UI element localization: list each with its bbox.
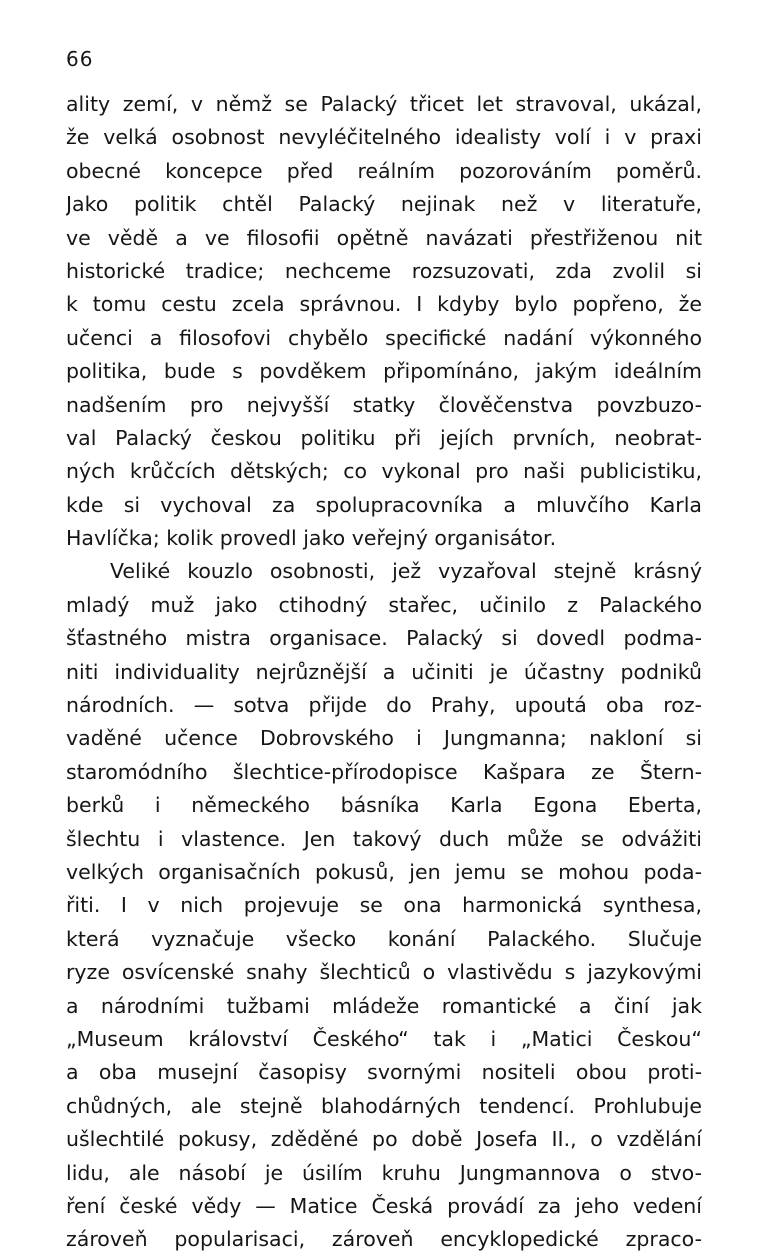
text-line: řiti. I v nich projevuje se ona harmonická synthesa, bbox=[66, 893, 702, 918]
text-line: Jako politik chtěl Palacký nejinak než v literatuře, bbox=[66, 192, 702, 217]
text-line: šťastného mistra organisace. Palacký si dovedl podma- bbox=[66, 626, 702, 651]
text-line: obecné koncepce před reálním pozorováním poměrů. bbox=[66, 158, 702, 183]
text-line: učenci a filosofovi chybělo specifické nadání výkonného bbox=[66, 325, 702, 350]
page-number: 66 bbox=[66, 47, 94, 71]
text-line: lidu, ale násobí je úsilím kruhu Jungmannova o stvo- bbox=[66, 1160, 702, 1185]
text-line: Veliké kouzlo osobnosti, jež vyzařoval stejně krásný bbox=[110, 559, 702, 584]
text-line: berků i německého básníka Karla Egona Eberta, bbox=[66, 793, 702, 818]
text-line: ušlechtilé pokusy, zděděné po době Josefa II., o vzdělání bbox=[66, 1127, 702, 1152]
text-line: ných krůčcích dětských; co vykonal pro naši publicistiku, bbox=[66, 459, 702, 484]
paragraph bbox=[66, 555, 702, 1256]
text-line: vaděné učence Dobrovského i Jungmanna; nakloní si bbox=[66, 726, 702, 751]
text-line: ality zemí, v němž se Palacký třicet let stravoval, ukázal, bbox=[66, 92, 702, 116]
text-line: historické tradice; nechceme rozsuzovati, zda zvolil si bbox=[66, 258, 702, 283]
text-line: val Palacký českou politiku při jejích prvních, neobrat- bbox=[66, 425, 702, 450]
text-line: zároveň popularisaci, zároveň encyklopedické zpraco- bbox=[66, 1227, 702, 1252]
text-line: mladý muž jako ctihodný stařec, učinilo z Palackého bbox=[66, 592, 702, 617]
text-line: niti individuality nejrůznější a učiniti je účastny podniků bbox=[66, 659, 702, 684]
text-line: ření české vědy — Matice Česká provádí za jeho vedení bbox=[66, 1193, 702, 1218]
text-line: „Museum království Českého“ tak i „Matici Českou“ bbox=[66, 1026, 702, 1051]
paragraph bbox=[66, 88, 702, 555]
text-line: která vyznačuje všecko konání Palackého. Slučuje bbox=[66, 926, 702, 951]
text-line: šlechtu i vlastence. Jen takový duch může se odvážiti bbox=[66, 826, 702, 851]
text-line: že velká osobnost nevyléčitelného idealisty volí i v praxi bbox=[66, 125, 702, 150]
text-line: Havlíčka; kolik provedl jako veřejný organisátor. bbox=[66, 526, 557, 551]
text-line: kde si vychoval za spolupracovníka a mluvčího Karla bbox=[66, 492, 702, 517]
text-line: ryze osvícenské snahy šlechticů o vlastivědu s jazykovými bbox=[66, 960, 702, 985]
text-line: nadšením pro nejvyšší statky člověčenstva povzbuzo- bbox=[66, 392, 702, 417]
text-line: ve vědě a ve filosofii opětně navázati přestřiženou nit bbox=[66, 225, 702, 250]
text-line: chůdných, ale stejně blahodárných tendencí. Prohlubuje bbox=[66, 1093, 702, 1118]
text-line: a národními tužbami mládeže romantické a činí jak bbox=[66, 993, 702, 1018]
text-line: národních. — sotva přijde do Prahy, upoutá oba roz- bbox=[66, 693, 702, 718]
text-line: k tomu cestu zcela správnou. I kdyby bylo popřeno, že bbox=[66, 292, 702, 317]
text-line: a oba musejní časopisy svornými nositeli obou proti- bbox=[66, 1060, 702, 1085]
text-line: staromódního šlechtice-přírodopisce Kašpara ze Štern- bbox=[66, 759, 702, 784]
text-line: velkých organisačních pokusů, jen jemu se mohou poda- bbox=[66, 859, 702, 884]
body-text bbox=[66, 88, 702, 1257]
text-line: politika, bude s povděkem připomínáno, jakým ideálním bbox=[66, 359, 702, 384]
